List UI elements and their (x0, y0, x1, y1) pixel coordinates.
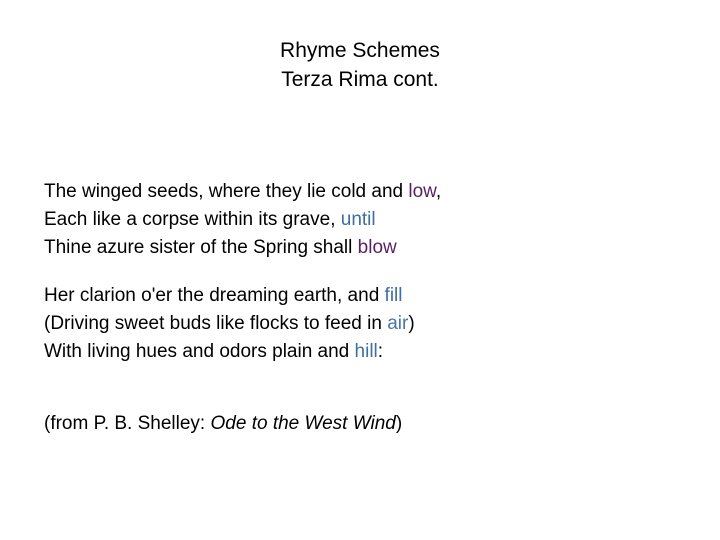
poem-line (44, 178, 441, 206)
poem-line (44, 234, 441, 262)
poem-line (44, 338, 441, 366)
line-text: With living hues and odors plain and (44, 341, 355, 362)
line-punctuation: : (377, 341, 384, 362)
line-punctuation: , (435, 181, 442, 202)
work-title: Ode to the West Wind (210, 413, 396, 434)
poem-excerpt (44, 178, 441, 386)
rhyme-word: fill (384, 285, 403, 306)
rhyme-word: air (387, 313, 409, 334)
line-text: Thine azure sister of the Spring shall (44, 237, 358, 258)
poem-line (44, 282, 441, 310)
line-text: Each like a corpse within its grave, (44, 209, 341, 230)
attribution (44, 410, 402, 438)
line-text: (Driving sweet buds like flocks to feed in (44, 313, 388, 334)
title-line-2: Terza Rima cont. (281, 68, 439, 91)
line-text: Her clarion o'er the dreaming earth, and (44, 285, 385, 306)
line-punctuation: ) (408, 313, 415, 334)
title-line-1: Rhyme Schemes (280, 39, 440, 62)
rhyme-word: hill (354, 341, 378, 362)
poem-line (44, 310, 441, 338)
attribution-suffix: ) (395, 413, 403, 434)
poem-line (44, 206, 441, 234)
line-text: The winged seeds, where they lie cold and (44, 181, 409, 202)
attribution-prefix: (from P. B. Shelley: (44, 413, 211, 434)
rhyme-word: low (408, 181, 436, 202)
rhyme-word: until (340, 209, 376, 230)
stanza-1 (44, 178, 441, 262)
stanza-2 (44, 282, 441, 366)
rhyme-word: blow (357, 237, 397, 258)
slide-title (0, 36, 720, 94)
